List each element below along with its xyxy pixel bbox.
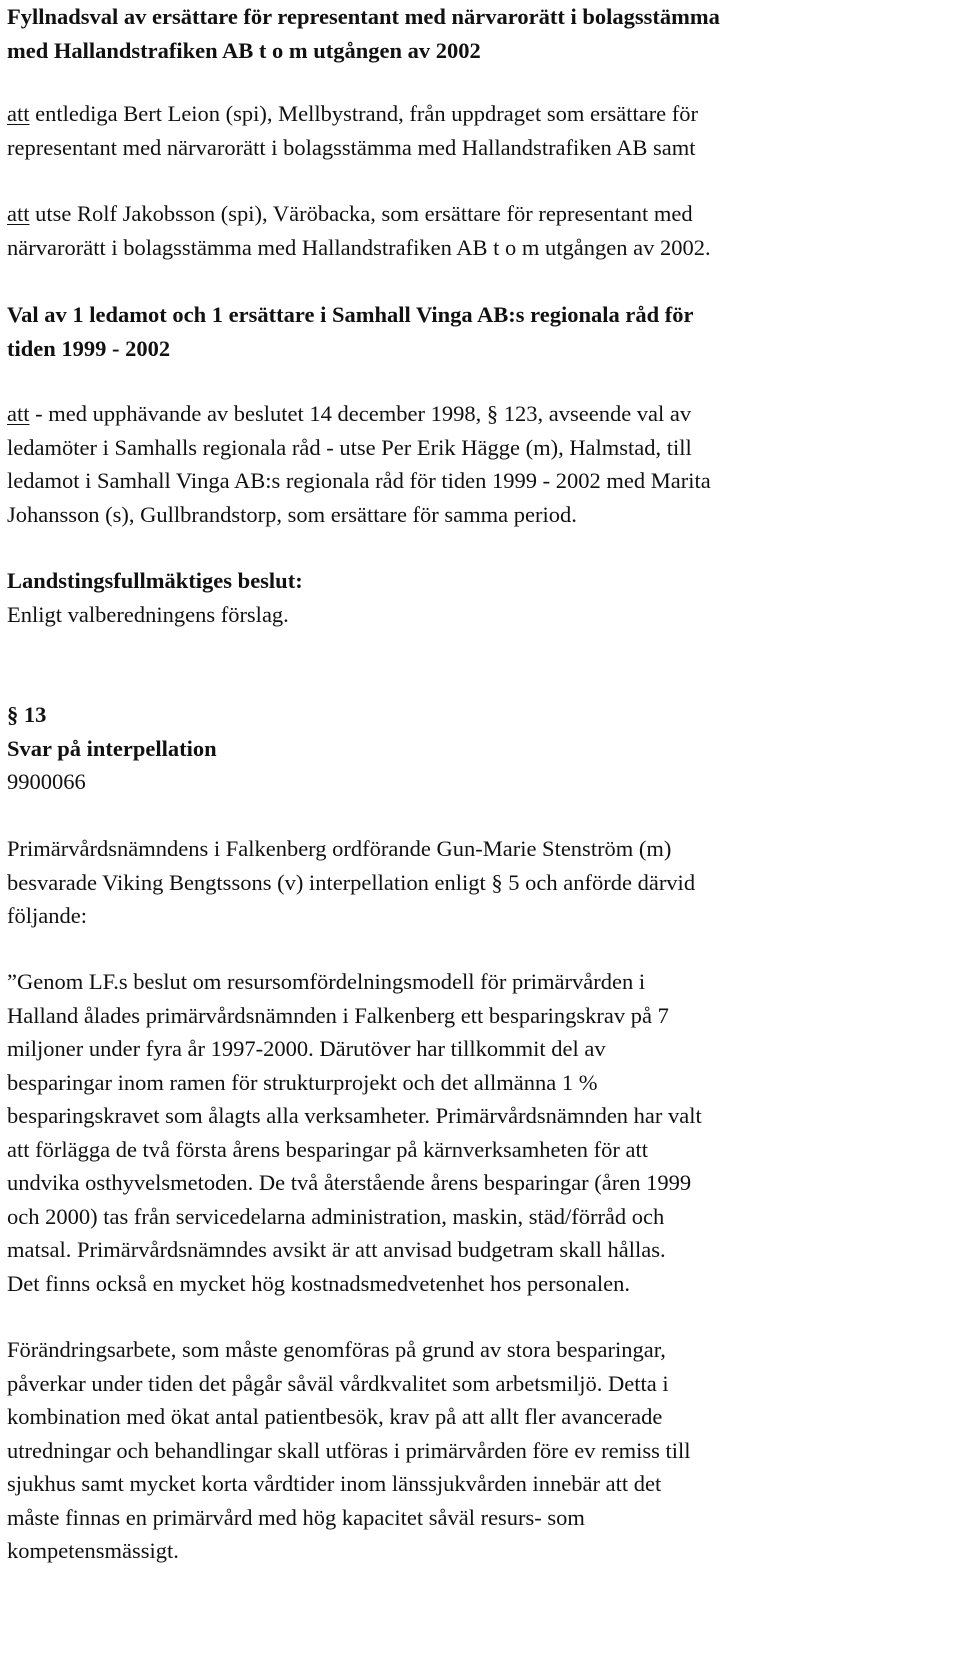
heading-line: Fyllnadsval av ersättare för representant med närvarorätt i bolagsstämma <box>7 4 720 29</box>
heading-line: Val av 1 ledamot och 1 ersättare i Samhall Vinga AB:s regionala råd för <box>7 302 694 327</box>
paragraph-line: undvika osthyvelsmetoden. De två återstående årens besparingar (åren 1999 <box>7 1170 692 1195</box>
paragraph-line: Primärvårdsnämndens i Falkenberg ordförande Gun-Marie Stenström (m) <box>7 836 672 861</box>
heading-line: tiden 1999 - 2002 <box>7 335 171 361</box>
paragraph-line: miljoner under fyra år 1997-2000. Därutöver har tillkommit del av <box>7 1036 606 1061</box>
paragraph-line: Det finns också en mycket hög kostnadsmedvetenhet hos personalen. <box>7 1270 630 1296</box>
paragraph-line: kombination med ökat antal patientbesök, krav på att allt fler avancerade <box>7 1404 663 1429</box>
paragraph-line: påverkar under tiden det pågår såväl vårdkvalitet som arbetsmiljö. Detta i <box>7 1370 669 1396</box>
paragraph-line: matsal. Primärvårdsnämndes avsikt är att anvisad budgetram skall hållas. <box>7 1237 666 1262</box>
decision-text: Enligt valberedningens förslag. <box>7 601 289 627</box>
decision-block <box>7 564 942 631</box>
paragraph-line: och 2000) tas från servicedelarna administration, maskin, städ/förråd och <box>7 1203 665 1229</box>
paragraph-line <box>7 97 942 131</box>
paragraph-line: följande: <box>7 903 87 928</box>
paragraph-line: utredningar och behandlingar skall utföras i primärvården före ev remiss till <box>7 1437 691 1463</box>
paragraph-line: Halland ålades primärvårdsnämnden i Falkenberg ett besparingskrav på 7 <box>7 1002 669 1028</box>
heading-line: med Hallandstrafiken AB t o m utgången av 2002 <box>7 37 481 63</box>
paragraph-entlediga <box>7 97 942 164</box>
paragraph-line: kompetensmässigt. <box>7 1538 179 1563</box>
paragraph-line: besparingar inom ramen för strukturprojekt och det allmänna 1 % <box>7 1069 598 1095</box>
paragraph-line: representant med närvarorätt i bolagsstämma med Hallandstrafiken AB samt <box>7 134 696 160</box>
section-number: § 13 <box>7 702 47 727</box>
section-13-header <box>7 698 942 799</box>
line-text: - med upphävande av beslutet 14 december 1998, § 123, avseende val av <box>29 401 692 426</box>
paragraph-line: besvarade Viking Bengtssons (v) interpellation enligt § 5 och anförde därvid <box>7 869 696 895</box>
paragraph-line: ledamot i Samhall Vinga AB:s regionala råd för tiden 1999 - 2002 med Marita <box>7 468 711 493</box>
decision-label: Landstingsfullmäktiges beslut: <box>7 568 303 593</box>
att-label: att <box>7 401 30 426</box>
paragraph-utse <box>7 197 942 264</box>
paragraph-quote <box>7 965 942 1300</box>
att-label: att <box>7 201 30 226</box>
paragraph-line <box>7 397 942 431</box>
paragraph-line: Förändringsarbete, som måste genomföras på grund av stora besparingar, <box>7 1337 666 1362</box>
line-text: utse Rolf Jakobsson (spi), Väröbacka, som ersättare för representant med <box>29 201 693 226</box>
line-text: entlediga Bert Leion (spi), Mellbystrand, från uppdraget som ersättare för <box>29 101 699 126</box>
section-title: Svar på interpellation <box>7 735 217 761</box>
paragraph-forandringsarbete <box>7 1333 942 1568</box>
paragraph-samhall-decision <box>7 397 942 531</box>
paragraph-line <box>7 197 942 231</box>
heading-val-samhall <box>7 298 942 365</box>
att-label: att <box>7 101 30 126</box>
paragraph-line: ledamöter i Samhalls regionala råd - utse Per Erik Hägge (m), Halmstad, till <box>7 434 692 460</box>
paragraph-line: måste finnas en primärvård med hög kapacitet såväl resurs- som <box>7 1504 585 1530</box>
paragraph-line: besparingskravet som ålagts alla verksamheter. Primärvårdsnämnden har valt <box>7 1103 702 1128</box>
paragraph-interpellation-intro <box>7 832 942 933</box>
heading-fyllnadsval <box>7 0 942 67</box>
paragraph-line: Johansson (s), Gullbrandstorp, som ersättare för samma period. <box>7 501 577 527</box>
paragraph-line: sjukhus samt mycket korta vårdtider inom länssjukvården innebär att det <box>7 1471 662 1496</box>
reference-number: 9900066 <box>7 769 86 794</box>
paragraph-line: närvarorätt i bolagsstämma med Hallandstrafiken AB t o m utgången av 2002. <box>7 234 711 260</box>
paragraph-line: ”Genom LF.s beslut om resursomfördelningsmodell för primärvården i <box>7 969 646 994</box>
paragraph-line: att förlägga de två första årens besparingar på kärnverksamheten för att <box>7 1136 648 1162</box>
